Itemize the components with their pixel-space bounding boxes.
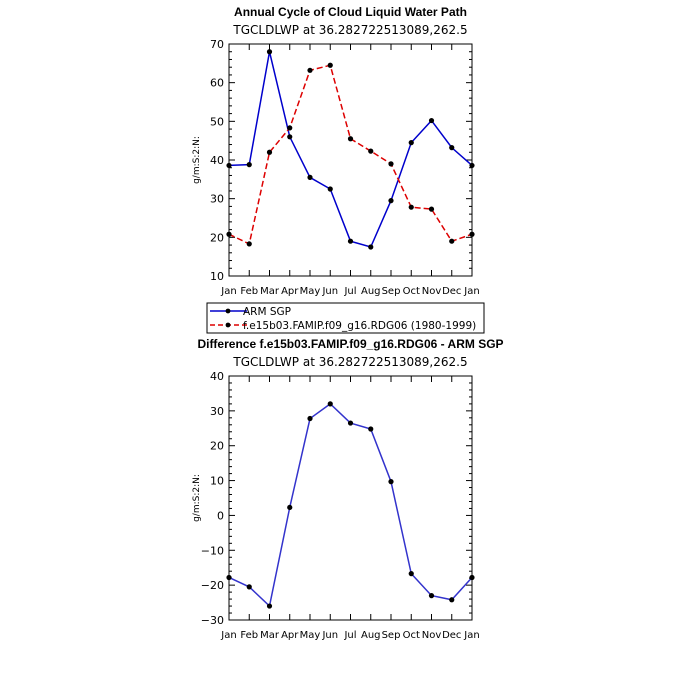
y-tick-label: 50 — [210, 115, 224, 129]
y-tick-label: −30 — [200, 614, 224, 627]
x-tick-label: Jan — [464, 286, 480, 297]
x-tick-label: Oct — [402, 630, 420, 641]
series-1-point — [469, 163, 474, 168]
series-1-point — [429, 593, 434, 598]
y-tick-label: 30 — [210, 404, 224, 418]
y-tick-label: 40 — [210, 154, 224, 167]
legend — [207, 303, 484, 333]
y-tick-label: −10 — [200, 544, 224, 558]
x-tick-label: Apr — [281, 630, 299, 641]
series-1-point — [449, 145, 454, 150]
x-tick-label: Mar — [260, 630, 279, 641]
series-1-point — [368, 244, 373, 249]
legend-label: f.e15b03.FAMIP.f09_g16.RDG06 (1980-1999) — [243, 320, 477, 332]
x-tick-label: Mar — [260, 286, 279, 297]
series-2-point — [226, 232, 231, 237]
y-tick-label: 10 — [210, 270, 224, 283]
x-tick-label: Jun — [322, 630, 339, 641]
x-tick-label: Aug — [360, 286, 381, 297]
series-2-point — [328, 63, 333, 68]
x-tick-label: Dec — [442, 630, 462, 641]
chart-title: Difference f.e15b03.FAMIP.f09_g16.RDG06 - ARM SGP — [197, 337, 504, 351]
y-tick-label: −20 — [200, 579, 224, 593]
x-tick-label: Jan — [221, 286, 237, 297]
x-tick-label: Jan — [464, 630, 480, 641]
x-tick-label: Jan — [221, 630, 237, 641]
series-1-point — [368, 426, 373, 431]
x-tick-label: Jul — [344, 286, 357, 297]
series-1-point — [388, 479, 393, 484]
x-tick-label: Sep — [381, 286, 401, 297]
x-tick-label: May — [299, 286, 321, 297]
y-tick-label: 40 — [210, 370, 224, 383]
legend-marker — [226, 323, 231, 328]
series-1-point — [247, 584, 252, 589]
legend-marker — [226, 309, 231, 314]
series-1-point — [388, 198, 393, 203]
series-line-1 — [229, 52, 472, 247]
y-tick-label: 10 — [210, 474, 224, 488]
y-tick-label: 30 — [210, 192, 224, 206]
series-1-point — [226, 163, 231, 168]
x-tick-label: Dec — [442, 286, 462, 297]
y-axis-label: g/m:S:2:N: — [192, 136, 202, 184]
chart-2 — [192, 337, 504, 641]
series-1-point — [348, 239, 353, 244]
series-1-point — [247, 162, 252, 167]
series-2-point — [449, 239, 454, 244]
x-tick-label: Aug — [360, 630, 381, 641]
chart-subtitle: TGCLDLWP at 36.282722513089,262.5 — [233, 355, 468, 369]
series-2-point — [267, 150, 272, 155]
chart-1 — [192, 5, 484, 333]
series-1-point — [226, 575, 231, 580]
x-tick-label: Feb — [240, 286, 259, 297]
series-1-point — [429, 118, 434, 123]
series-1-point — [267, 603, 272, 608]
y-axis-label: g/m:S:2:N: — [192, 474, 202, 522]
y-tick-label: 20 — [210, 231, 224, 245]
x-tick-label: Apr — [281, 286, 299, 297]
series-2-point — [368, 149, 373, 154]
series-2-point — [307, 68, 312, 73]
series-2-point — [247, 241, 252, 246]
series-line-2 — [229, 65, 472, 244]
chart-subtitle: TGCLDLWP at 36.282722513089,262.5 — [233, 23, 468, 37]
legend-label: ARM SGP — [243, 306, 292, 318]
x-tick-label: May — [299, 630, 321, 641]
y-tick-label: 60 — [210, 76, 224, 90]
series-1-point — [348, 420, 353, 425]
chart-title: Annual Cycle of Cloud Liquid Water Path — [234, 5, 467, 19]
series-2-point — [409, 205, 414, 210]
x-tick-label: Jun — [322, 286, 339, 297]
series-1-point — [328, 186, 333, 191]
series-1-point — [287, 134, 292, 139]
series-1-point — [409, 140, 414, 145]
series-2-point — [388, 161, 393, 166]
x-tick-label: Jul — [344, 630, 357, 641]
x-tick-label: Feb — [240, 630, 259, 641]
plot-frame — [229, 376, 472, 620]
series-line-1 — [229, 404, 472, 606]
y-tick-label: 70 — [210, 38, 224, 51]
series-1-point — [328, 401, 333, 406]
series-1-point — [307, 416, 312, 421]
series-1-point — [287, 505, 292, 510]
x-tick-label: Sep — [381, 630, 401, 641]
series-2-point — [429, 207, 434, 212]
series-2-point — [287, 125, 292, 130]
x-tick-label: Nov — [421, 286, 442, 297]
y-tick-label: 0 — [217, 509, 224, 523]
x-tick-label: Nov — [421, 630, 442, 641]
series-1-point — [307, 175, 312, 180]
series-2-point — [348, 136, 353, 141]
series-1-point — [449, 597, 454, 602]
series-1-point — [267, 49, 272, 54]
y-tick-label: 20 — [210, 439, 224, 453]
series-1-point — [469, 575, 474, 580]
series-2-point — [469, 232, 474, 237]
series-1-point — [409, 571, 414, 576]
x-tick-label: Oct — [402, 286, 420, 297]
